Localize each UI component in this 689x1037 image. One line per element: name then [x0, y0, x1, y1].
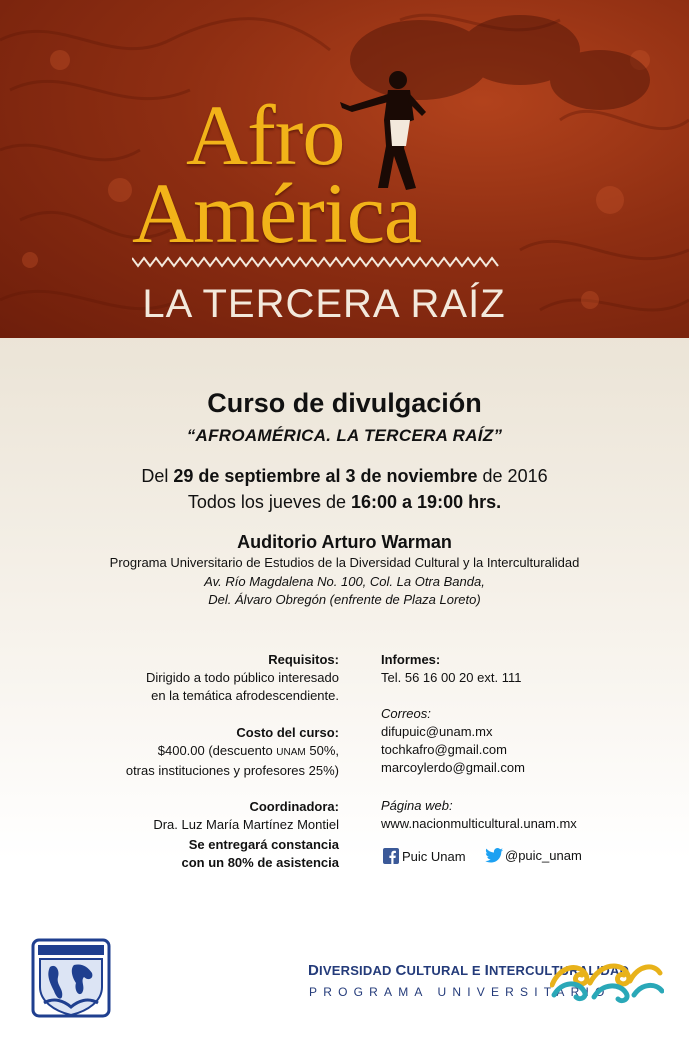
twitter-label: @puic_unam — [505, 848, 582, 863]
div-word-3: NTERCULTURALIDAD — [488, 963, 630, 978]
coordinator-block — [153, 798, 339, 872]
div-initial-c: C — [395, 962, 407, 979]
course-subtitle: “AFROAMÉRICA. LA TERCERA RAÍZ” — [186, 426, 503, 445]
requirements-block — [146, 651, 339, 705]
footer-programa-universitario: PROGRAMA UNIVERSITARIO — [309, 985, 611, 999]
emails-block — [381, 705, 525, 777]
cost-line1 — [126, 742, 339, 762]
cost-line2: otras instituciones y profesores 25%) — [125, 763, 339, 778]
coordinator-name: Dra. Luz María Martínez Montiel — [153, 817, 339, 832]
facebook-link[interactable] — [383, 848, 466, 864]
requirements-label: Requisitos: — [268, 652, 339, 667]
unam-seal-logo — [30, 937, 112, 1019]
course-hours — [0, 492, 689, 513]
certificate-note-line1: Se entregará constancia — [188, 837, 339, 852]
banner-subtitle: LA TERCERA RAÍZ — [142, 282, 506, 326]
web-label: Página web: — [381, 798, 453, 813]
web-block — [381, 797, 577, 833]
cost-line1-a: $400.00 (descuento — [157, 743, 277, 758]
certificate-note-line2: con un 80% de asistencia — [181, 855, 339, 870]
venue-name: Auditorio Arturo Warman — [237, 532, 452, 552]
div-word-2: ULTURAL E — [406, 963, 485, 978]
email-2[interactable]: tochkafro@gmail.com — [381, 742, 507, 757]
div-word-1: IVERSIDAD — [319, 963, 396, 978]
facebook-label: Puic Unam — [402, 848, 466, 864]
header-banner — [0, 0, 689, 338]
course-title: Curso de divulgación — [207, 388, 482, 418]
title-america: América — [132, 165, 422, 261]
venue-address-line2: Del. Álvaro Obregón (enfrente de Plaza Loreto) — [208, 592, 481, 607]
email-3[interactable]: marcoylerdo@gmail.com — [381, 760, 525, 775]
facebook-icon — [383, 848, 399, 864]
cost-label: Costo del curso: — [236, 725, 339, 740]
course-dates — [0, 466, 689, 487]
web-url[interactable]: www.nacionmulticultural.unam.mx — [381, 816, 577, 831]
venue-address-line1: Av. Río Magdalena No. 100, Col. La Otra Banda, — [204, 574, 485, 589]
requirements-line1: Dirigido a todo público interesado — [146, 670, 339, 685]
dates-year: de 2016 — [477, 466, 548, 486]
emails-label: Correos: — [381, 706, 431, 721]
hours-prefix: Todos los jueves de — [187, 492, 351, 512]
twitter-icon — [485, 848, 503, 863]
info-block — [381, 651, 521, 687]
coordinator-label: Coordinadora: — [249, 799, 339, 814]
intercultural-waves-logo — [550, 955, 664, 1005]
hours-range: 16:00 a 19:00 hrs. — [351, 492, 502, 512]
div-initial-i: I — [484, 962, 489, 979]
twitter-link[interactable] — [485, 848, 582, 863]
venue-program: Programa Universitario de Estudios de la Diversidad Cultural y la Interculturalidad — [109, 555, 580, 570]
zigzag-divider — [132, 256, 500, 268]
cost-line1-unam: UNAM — [276, 747, 306, 758]
info-label: Informes: — [381, 652, 441, 667]
requirements-line2: en la temática afrodescendiente. — [151, 688, 339, 703]
cost-line1-b: 50%, — [305, 743, 339, 758]
info-phone: Tel. 56 16 00 20 ext. 111 — [381, 670, 522, 685]
title-afro: Afro — [186, 87, 345, 183]
div-initial-d: D — [308, 962, 320, 979]
email-1[interactable]: difupuic@unam.mx — [381, 724, 493, 739]
dates-range: 29 de septiembre al 3 de noviembre — [173, 466, 478, 486]
cost-block — [126, 724, 339, 780]
dates-prefix: Del — [141, 466, 174, 486]
